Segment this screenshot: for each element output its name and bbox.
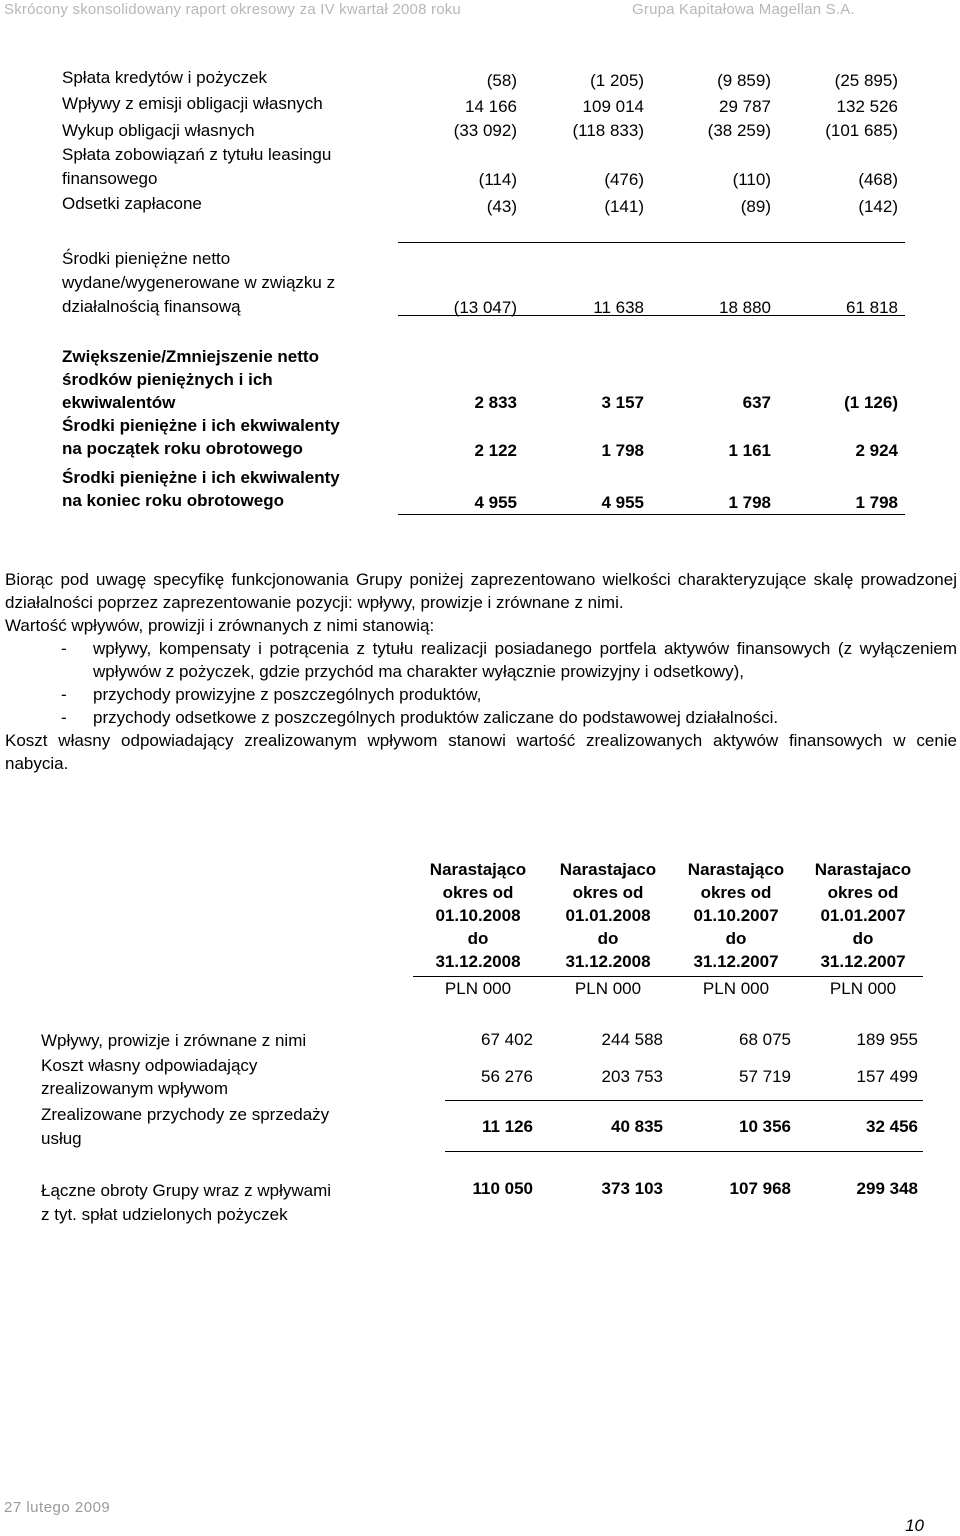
description-text — [5, 568, 957, 775]
cell-value: 57 719 — [739, 1067, 791, 1086]
cell-value: (13 047) — [453, 298, 517, 317]
cell-value: (1 205) — [590, 71, 644, 90]
cell-value: (101 685) — [825, 121, 898, 140]
cell-value: 10 356 — [739, 1117, 791, 1136]
unit-label: PLN 000 — [829, 979, 897, 998]
list-item-text: przychody prowizyjne z poszczególnych produktów, — [93, 685, 482, 704]
cell-value: (38 259) — [707, 121, 771, 140]
header-line: Narastająco — [429, 860, 527, 879]
cell-value: 29 787 — [719, 97, 771, 116]
header-line: Narastajaco — [814, 860, 912, 879]
header-line: 31.12.2008 — [565, 952, 651, 971]
cell-value: 1 161 — [728, 441, 771, 460]
row-rule — [445, 1100, 923, 1101]
cell-value: (142) — [858, 197, 898, 216]
row-label: Wpływy, prowizje i zrównane z nimi — [41, 1031, 307, 1050]
row-label: Środki pieniężne i ich ekwiwalenty — [62, 468, 340, 487]
unit-label: PLN 000 — [702, 979, 770, 998]
cell-value: (9 859) — [717, 71, 771, 90]
cell-value: 1 798 — [855, 493, 898, 512]
intro-paragraph: Biorąc pod uwagę specyfikę funkcjonowania Grupy poniżej zaprezentowano wielkości charakteryzujące skalę prowadzonej działalności poprzez zaprezentowanie pozycji: wpływy, prowizje i zrównane z nimi. — [5, 570, 957, 612]
row-label: Łączne obroty Grupy wraz z wpływami — [41, 1181, 332, 1200]
header-line: Narastajaco — [559, 860, 657, 879]
column-header — [413, 858, 543, 973]
cell-value: 11 126 — [481, 1117, 533, 1136]
header-line: 31.12.2007 — [693, 952, 779, 971]
footer-date: 27 lutego 2009 — [4, 1499, 111, 1516]
header-line: do — [852, 929, 874, 948]
cell-value: 189 955 — [856, 1030, 918, 1049]
row-label: z tyt. spłat udzielonych pożyczek — [41, 1205, 288, 1224]
cell-value: (118 833) — [572, 121, 644, 140]
cell-value: 1 798 — [728, 493, 771, 512]
company-name: Grupa Kapitałowa Magellan S.A. — [632, 1, 855, 18]
cell-value: 18 880 — [719, 298, 771, 317]
page-header — [4, 0, 960, 22]
cell-value: 2 924 — [855, 441, 898, 460]
row-label: Koszt własny odpowiadający — [41, 1056, 258, 1075]
header-line: 31.12.2008 — [435, 952, 521, 971]
cell-value: 11 638 — [593, 298, 644, 317]
row-label: zrealizowanym wpływom — [41, 1079, 229, 1098]
cell-value: (1 126) — [844, 393, 898, 412]
cell-value: 3 157 — [601, 393, 644, 412]
row-label: Spłata zobowiązań z tytułu leasingu — [62, 145, 332, 164]
list-item-text: wpływy, kompensaty i potrącenia z tytułu realizacji posiadanego portfela aktywów finansowych (z wyłączeniem wpływów z pożyczek, gdzie przychód ma charakter wyłącznie prowizyjny i odsetkowy), — [93, 639, 957, 681]
row-label: finansowego — [62, 169, 158, 188]
list-item — [5, 683, 957, 706]
page-number: 10 — [905, 1516, 924, 1535]
cell-value: 2 833 — [474, 393, 517, 412]
cell-value: 32 456 — [866, 1117, 918, 1136]
row-label: Środki pieniężne netto — [62, 249, 231, 268]
header-line: do — [725, 929, 747, 948]
row-label: na początek roku obrotowego — [62, 439, 303, 458]
row-label: działalnością finansową — [62, 297, 241, 316]
closing-bottom-rule — [398, 514, 905, 515]
lead-paragraph: Wartość wpływów, prowizji i zrównanych z nimi stanowią: — [5, 616, 435, 635]
cell-value: 107 968 — [729, 1179, 791, 1198]
subtotal-top-rule — [398, 242, 905, 243]
cell-value: (141) — [604, 197, 644, 216]
closing-paragraph: Koszt własny odpowiadający zrealizowanym wpływom stanowi wartość zrealizowanych aktywów finansowych w cenie nabycia. — [5, 731, 957, 773]
header-line: okres od — [442, 883, 514, 902]
cell-value: 56 276 — [481, 1067, 533, 1086]
column-header — [543, 858, 673, 973]
cell-value: (114) — [478, 170, 517, 189]
dash-bullet: - — [61, 685, 67, 704]
unit-label: PLN 000 — [574, 979, 642, 998]
row-label: Zrealizowane przychody ze sprzedaży — [41, 1105, 330, 1124]
header-line: 01.10.2008 — [435, 906, 521, 925]
header-line: 01.10.2007 — [693, 906, 779, 925]
subtotal-bottom-rule — [398, 315, 905, 316]
row-label: Środki pieniężne i ich ekwiwalenty — [62, 416, 340, 435]
cell-value: 110 050 — [472, 1179, 533, 1198]
cell-value: (43) — [486, 197, 517, 216]
cell-value: 4 955 — [601, 493, 644, 512]
cell-value: 4 955 — [474, 493, 517, 512]
cell-value: 637 — [742, 393, 771, 412]
column-header — [798, 858, 928, 973]
row-label: wydane/wygenerowane w związku z — [62, 273, 336, 292]
report-title: Skrócony skonsolidowany raport okresowy za IV kwartał 2008 roku — [4, 1, 461, 18]
cell-value: 14 166 — [465, 97, 517, 116]
cell-value: 68 075 — [739, 1030, 791, 1049]
header-line: okres od — [572, 883, 644, 902]
row-label: na koniec roku obrotowego — [62, 491, 284, 510]
cell-value: 2 122 — [474, 441, 517, 460]
unit-label: PLN 000 — [444, 979, 512, 998]
row-label: Spłata kredytów i pożyczek — [62, 68, 268, 87]
cell-value: (89) — [740, 197, 771, 216]
list-item-text: przychody odsetkowe z poszczególnych produktów zaliczane do podstawowej działalności. — [93, 708, 779, 727]
cell-value: 157 499 — [856, 1067, 918, 1086]
header-line: do — [597, 929, 619, 948]
cell-value: 299 348 — [856, 1179, 918, 1198]
header-line: 01.01.2007 — [820, 906, 906, 925]
cell-value: 373 103 — [601, 1179, 663, 1198]
cell-value: 61 818 — [846, 298, 898, 317]
header-line: do — [467, 929, 489, 948]
cell-value: (476) — [604, 170, 644, 189]
header-line: okres od — [700, 883, 772, 902]
list-item — [5, 706, 957, 729]
cell-value: 40 835 — [611, 1117, 663, 1136]
dash-bullet: - — [61, 708, 67, 727]
header-line: Narastająco — [687, 860, 785, 879]
list-item — [5, 637, 957, 683]
cell-value: 67 402 — [481, 1030, 533, 1049]
row-label: usług — [41, 1129, 82, 1148]
cell-value: 132 526 — [836, 97, 898, 116]
cell-value: (58) — [486, 71, 517, 90]
row-label: Odsetki zapłacone — [62, 194, 202, 213]
cell-value: 244 588 — [601, 1030, 663, 1049]
cell-value: (110) — [732, 170, 771, 189]
cell-value: 109 014 — [582, 97, 644, 116]
cell-value: (33 092) — [453, 121, 517, 140]
row-label: Wykup obligacji własnych — [62, 121, 255, 140]
cell-value: 1 798 — [601, 441, 644, 460]
row-label: Zwiększenie/Zmniejszenie netto — [62, 347, 319, 366]
row-label: Wpływy z emisji obligacji własnych — [62, 94, 323, 113]
header-line: 31.12.2007 — [820, 952, 906, 971]
row-label: ekwiwalentów — [62, 393, 176, 412]
cell-value: 203 753 — [601, 1067, 663, 1086]
row-rule — [445, 1151, 923, 1152]
dash-bullet: - — [61, 639, 67, 658]
column-header — [671, 858, 801, 973]
cell-value: (468) — [858, 170, 898, 189]
row-label: środków pieniężnych i ich — [62, 370, 273, 389]
cell-value: (25 895) — [834, 71, 898, 90]
header-line: okres od — [827, 883, 899, 902]
header-line: 01.01.2008 — [565, 906, 651, 925]
